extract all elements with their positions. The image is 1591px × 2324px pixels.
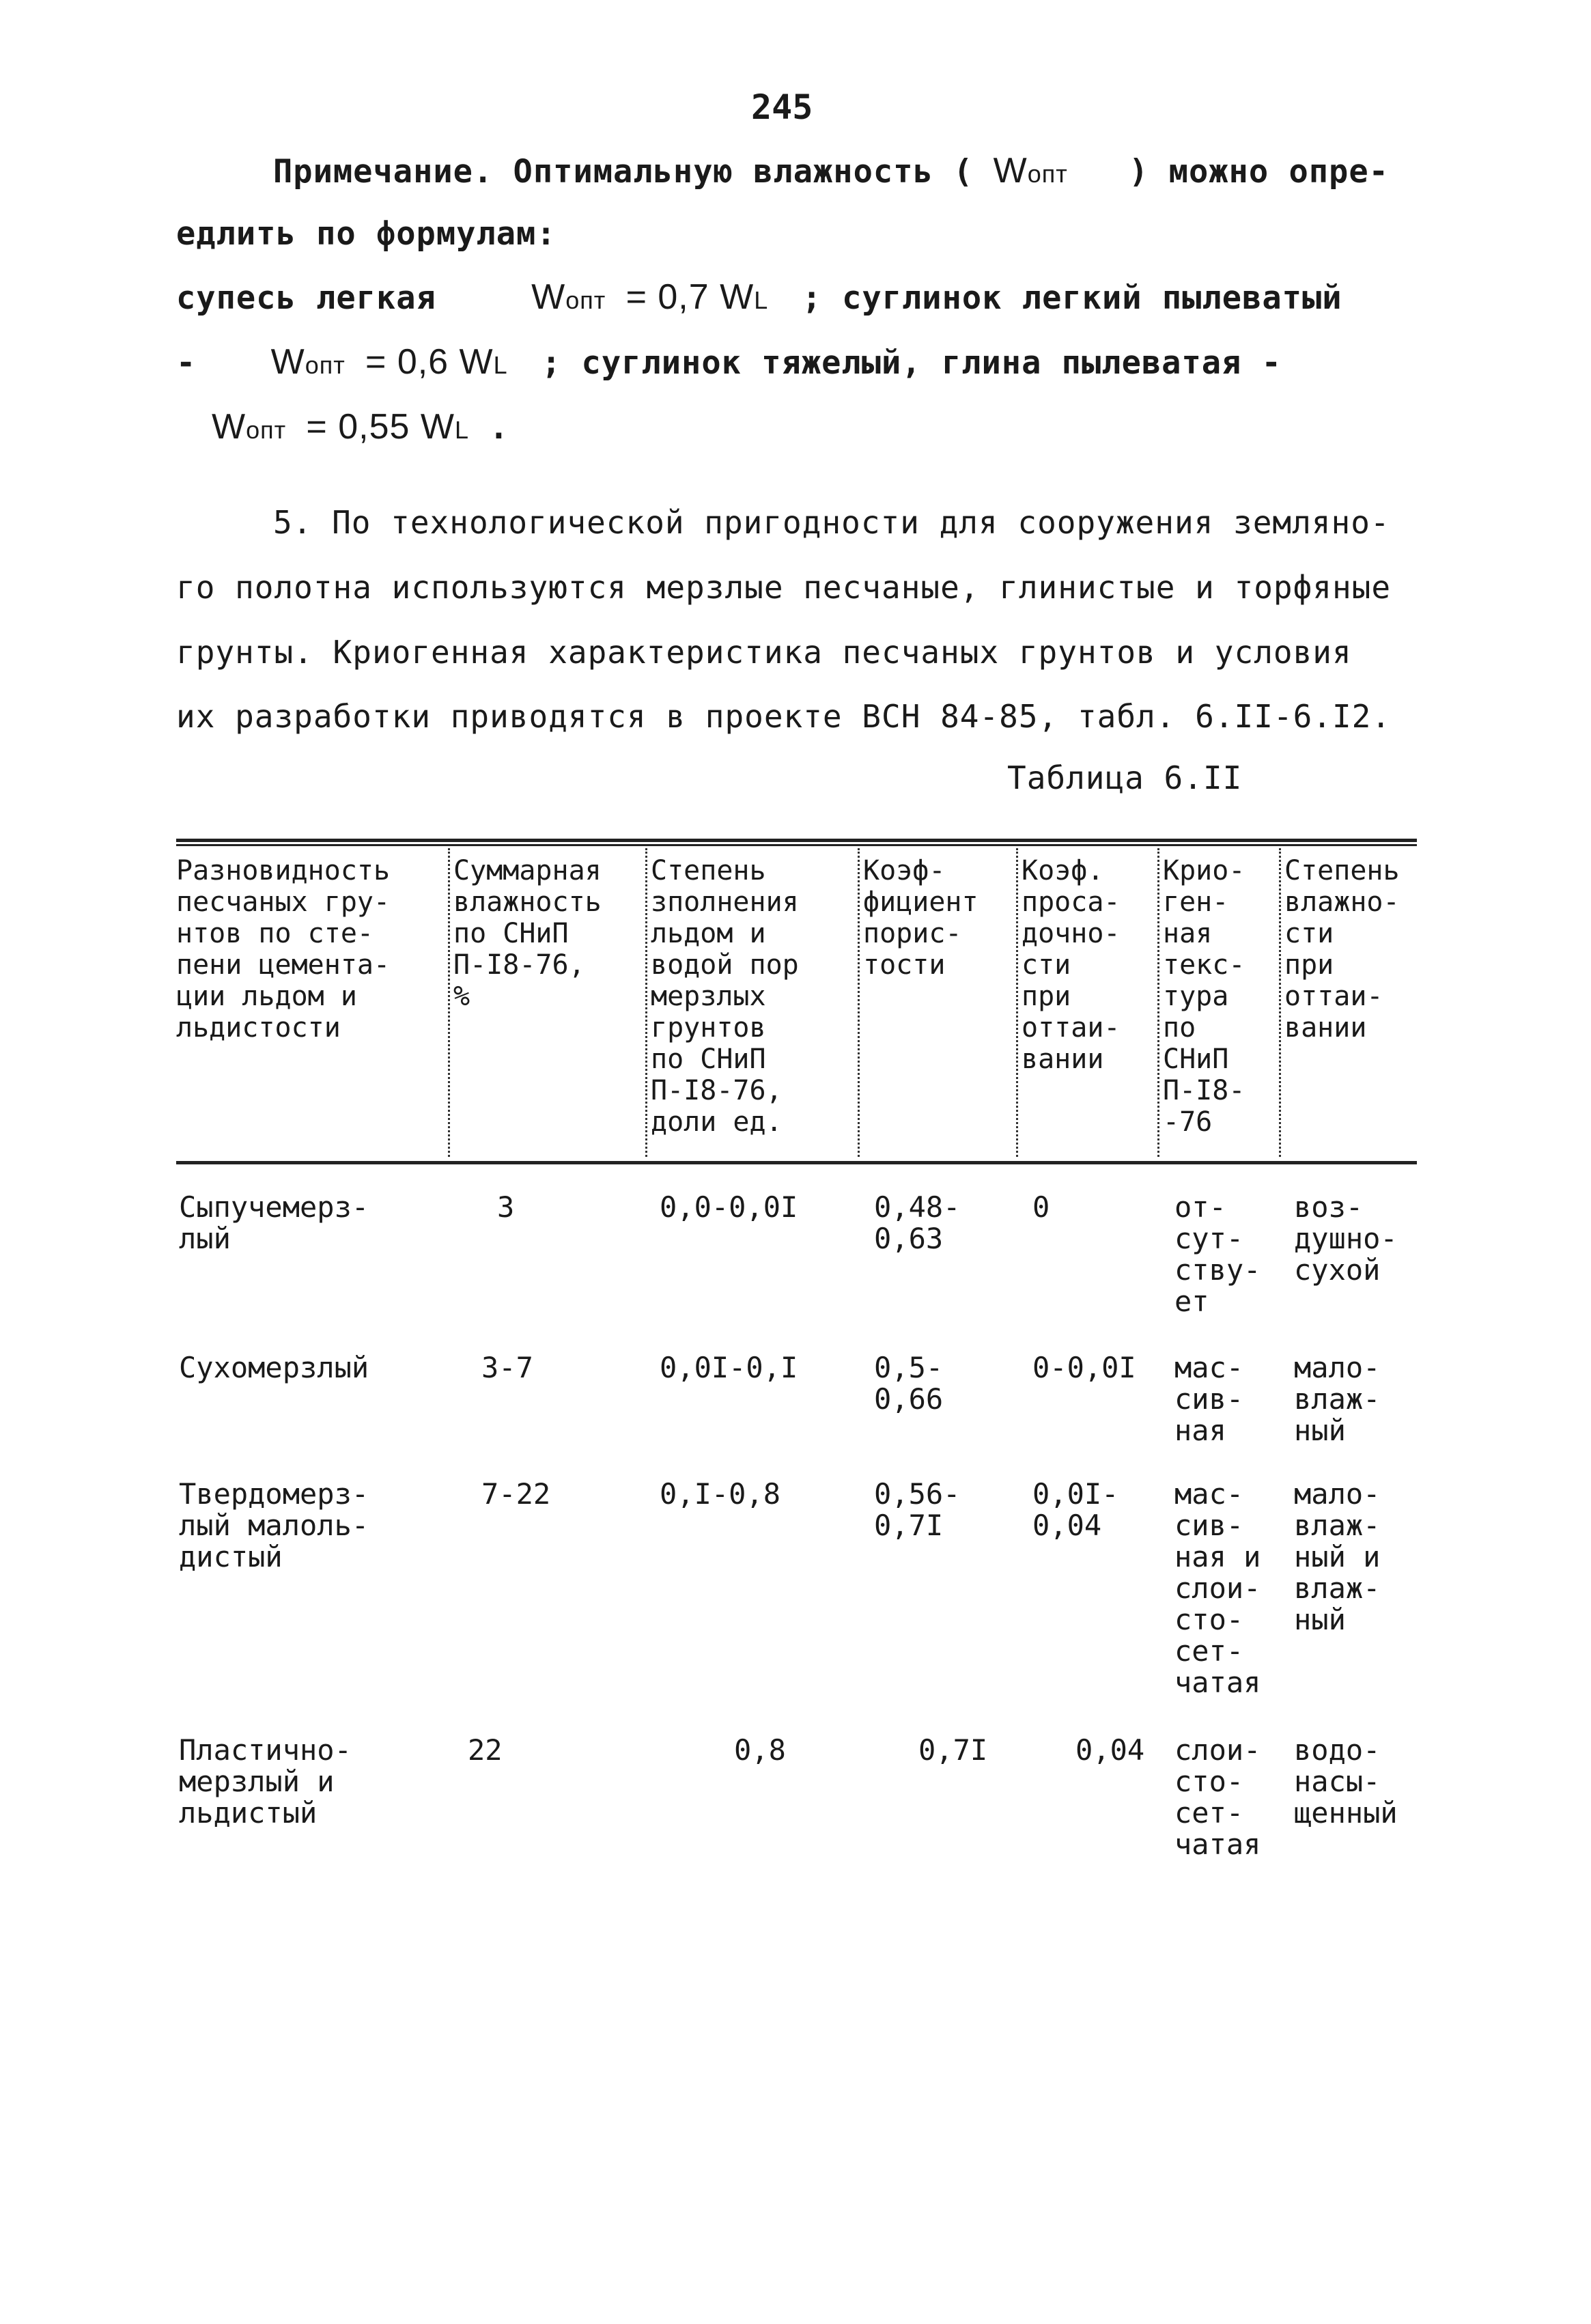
row-4-pore-fill-degree: 0,8 [734, 1733, 786, 1767]
note-line-5 [212, 406, 509, 447]
row-4-cryogenic-texture: слои- сто- сет- чатая [1174, 1733, 1261, 1861]
row-4-total-moisture: 22 [468, 1733, 503, 1767]
note-line-3-suffix: ; суглинок легкий пылеватый [802, 279, 1342, 317]
period: . [489, 409, 509, 447]
note-line-4-suffix: ; суглинок тяжелый, глина пылеватая - [541, 344, 1282, 382]
row-4-subsidence-coefficient: 0,04 [1075, 1733, 1145, 1767]
row-3-moisture-degree: мало- влаж- ный и влаж- ный [1294, 1477, 1381, 1636]
column-divider [1157, 848, 1159, 1157]
note-line-3 [176, 277, 1342, 318]
row-2-cryogenic-texture: мас- сив- ная [1174, 1351, 1244, 1447]
row-1-variety: Сыпучемерз- лый [179, 1190, 369, 1255]
w-opt-symbol: Wопт [212, 407, 287, 447]
paragraph-line-3: грунты. Криогенная характеристика песчаных грунтов и условия [176, 634, 1352, 671]
dash: - [176, 344, 197, 382]
header-moisture-degree: Степень влажно- сти при оттаи- вании [1284, 855, 1400, 1044]
note-line-1-suffix: ) можно опре- [1129, 153, 1389, 191]
header-variety: Разновидность песчаных гру- нтов по сте- пени цемента- ции льдом и льдистости [176, 855, 391, 1044]
row-3-variety: Твердомерз- лый малоль- дистый [179, 1477, 369, 1573]
header-pore-fill-degree: Степень зполнения льдом и водой пор мерзлых грунтов по СНиП П-I8-76, доли ед. [651, 855, 799, 1138]
row-2-moisture-degree: мало- влаж- ный [1294, 1351, 1381, 1447]
table-top-rule-2 [176, 844, 1417, 846]
row-2-porosity-coefficient: 0,5- 0,66 [874, 1351, 944, 1416]
column-divider [858, 848, 860, 1157]
row-1-porosity-coefficient: 0,48- 0,63 [874, 1190, 961, 1255]
row-3-subsidence-coefficient: 0,0I- 0,04 [1032, 1477, 1119, 1542]
note-line-4 [176, 341, 1282, 382]
row-1-moisture-degree: воз- душно- сухой [1294, 1190, 1398, 1287]
formula-rhs: = 0,55 WL [306, 407, 469, 447]
table-caption: Таблица 6.II [1007, 759, 1243, 796]
row-4-moisture-degree: водо- насы- щенный [1294, 1733, 1398, 1830]
header-total-moisture: Суммарная влажность по СНиП П-I8-76, % [453, 855, 602, 1012]
column-divider [1016, 848, 1018, 1157]
row-3-total-moisture: 7-22 [481, 1477, 551, 1511]
row-1-cryogenic-texture: от- сут- ству- ет [1174, 1190, 1261, 1318]
row-1-subsidence-coefficient: 0 [1032, 1190, 1050, 1224]
row-2-total-moisture: 3-7 [481, 1351, 533, 1384]
formula-rhs: = 0,6 WL [365, 342, 508, 382]
row-4-variety: Пластично- мерзлый и льдистый [179, 1733, 352, 1830]
w-opt-symbol: Wопт [270, 342, 346, 382]
row-3-porosity-coefficient: 0,56- 0,7I [874, 1477, 961, 1542]
note-line-1 [273, 150, 1389, 191]
note-line-3-prefix: супесь легкая [176, 279, 436, 317]
table-top-rule [176, 839, 1417, 842]
w-opt-symbol: Wопт [993, 151, 1068, 191]
paragraph-line-1: 5. По технологической пригодности для сооружения земляно- [273, 504, 1390, 541]
row-2-subsidence-coefficient: 0-0,0I [1032, 1351, 1136, 1384]
header-porosity-coefficient: Коэф- фициент порис- тости [863, 855, 978, 981]
note-line-1-prefix: Примечание. Оптимальную влажность ( [273, 153, 974, 191]
paragraph-line-4: их разработки приводятся в проекте ВСН 84-85, табл. 6.II-6.I2. [176, 698, 1392, 735]
row-4-porosity-coefficient: 0,7I [918, 1733, 988, 1767]
header-subsidence-coefficient: Коэф. проса- дочно- сти при оттаи- вании [1022, 855, 1121, 1075]
row-1-total-moisture: 3 [497, 1190, 515, 1224]
column-divider [645, 848, 647, 1157]
row-2-pore-fill-degree: 0,0I-0,I [660, 1351, 798, 1384]
row-1-pore-fill-degree: 0,0-0,0I [660, 1190, 798, 1224]
row-3-pore-fill-degree: 0,I-0,8 [660, 1477, 781, 1511]
row-3-cryogenic-texture: мас- сив- ная и слои- сто- сет- чатая [1174, 1477, 1261, 1699]
note-line-2: едлить по формулам: [176, 215, 557, 253]
column-divider [1279, 848, 1281, 1157]
paragraph-line-2: го полотна используются мерзлые песчаные, глинистые и торфяные [176, 569, 1392, 606]
column-divider [448, 848, 450, 1157]
header-cryogenic-texture: Крио- ген- ная текс- тура по СНиП П-I8- -76 [1163, 855, 1245, 1138]
row-2-variety: Сухомерзлый [179, 1351, 369, 1384]
header-bottom-rule [176, 1161, 1417, 1164]
page-number: 245 [751, 87, 813, 127]
w-opt-symbol: Wопт [531, 277, 606, 317]
formula-rhs: = 0,7 WL [625, 277, 769, 317]
